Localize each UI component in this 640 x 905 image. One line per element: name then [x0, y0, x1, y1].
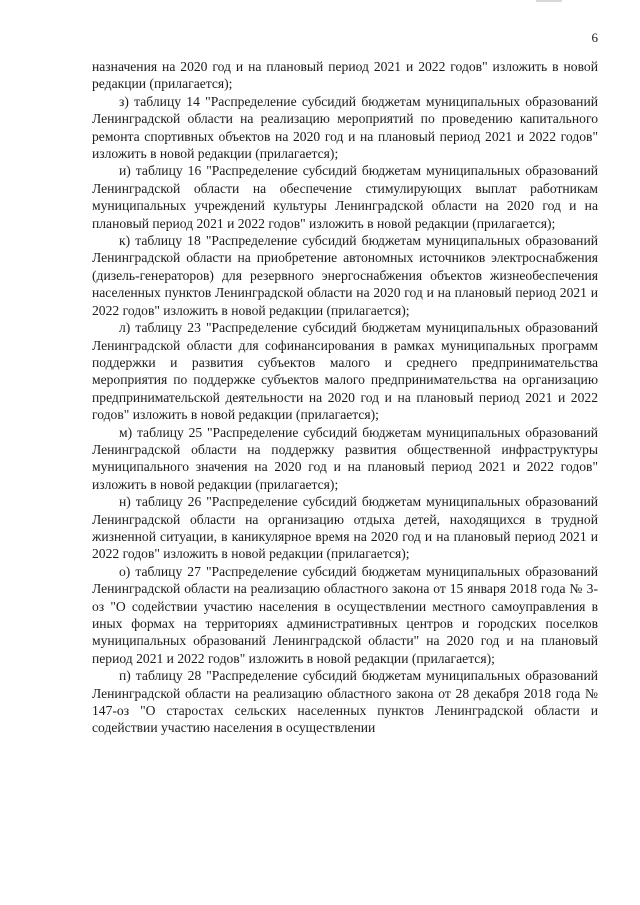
document-body — [92, 58, 598, 737]
paragraph-item-z: з) таблицу 14 "Распределение субсидий бюджетам муниципальных образований Ленинградской области на реализацию мероприятий по проведению капитального ремонта спортивных объектов на 2020 год и на плановый период 2021 и 2022 годов" изложить в новой редакции (прилагается); — [92, 93, 598, 162]
paragraph-continuation: назначения на 2020 год и на плановый период 2021 и 2022 годов" изложить в новой редакции (прилагается); — [92, 59, 598, 92]
paragraph-item-n: н) таблицу 26 "Распределение субсидий бюджетам муниципальных образований Ленинградской области на организацию отдыха детей, находящихся в трудной жизненной ситуации, в каникулярное время на 2020 год и на плановый период 2021 и 2022 годов" изложить в новой редакции (прилагается); — [92, 494, 598, 562]
paragraph-item-p: п) таблицу 28 "Распределение субсидий бюджетам муниципальных образований Ленинградской области на реализацию областного закона от 28 декабря 2018 года № 147-оз "О старостах сельских населенных пунктов Ленинградской области и содействии участию населения в осуществлении — [92, 668, 598, 736]
paragraph-item-l: л) таблицу 23 "Распределение субсидий бюджетам муниципальных образований Ленинградской области для софинансирования в рамках муниципальных программ поддержки и развития субъектов малого и среднего предпринимательства мероприятия по поддержке субъектов малого предпринимательства на организацию предпринимательской деятельности на 2020 год и на плановый период 2021 и 2022 годов" изложить в новой редакции (прилагается); — [92, 320, 598, 423]
paragraph-item-i: и) таблицу 16 "Распределение субсидий бюджетам муниципальных образований Ленинградской области на обеспечение стимулирующих выплат работникам муниципальных учреждений культуры Ленинградской области на 2020 год и на плановый период 2021 и 2022 годов" изложить в новой редакции (прилагается); — [92, 163, 598, 231]
paragraph-item-k: к) таблицу 18 "Распределение субсидий бюджетам муниципальных образований Ленинградской области на приобретение автономных источников электроснабжения (дизель-генераторов) для резервного энергоснабжения объектов жизнеобеспечения населенных пунктов Ленинградской области на 2020 год и на плановый период 2021 и 2022 годов" изложить в новой редакции (прилагается); — [92, 233, 598, 318]
paragraph-item-m: м) таблицу 25 "Распределение субсидий бюджетам муниципальных образований Ленинградской области на поддержку развития общественной инфраструктуры муниципального значения на 2020 год и на плановый период 2021 и 2022 годов" изложить в новой редакции (прилагается); — [92, 424, 598, 492]
paragraph-item-o: о) таблицу 27 "Распределение субсидий бюджетам муниципальных образований Ленинградской области на реализацию областного закона от 15 января 2018 года № 3-оз "О содействии участию населения в осуществлении местного самоуправления в иных формах на территориях административных центров и городских поселков муниципальных образований Ленинградской области" на 2020 год и на плановый период 2021 и 2022 годов" изложить в новой редакции (прилагается); — [92, 563, 598, 666]
scan-mark — [536, 0, 562, 2]
page-number: 6 — [591, 30, 598, 45]
